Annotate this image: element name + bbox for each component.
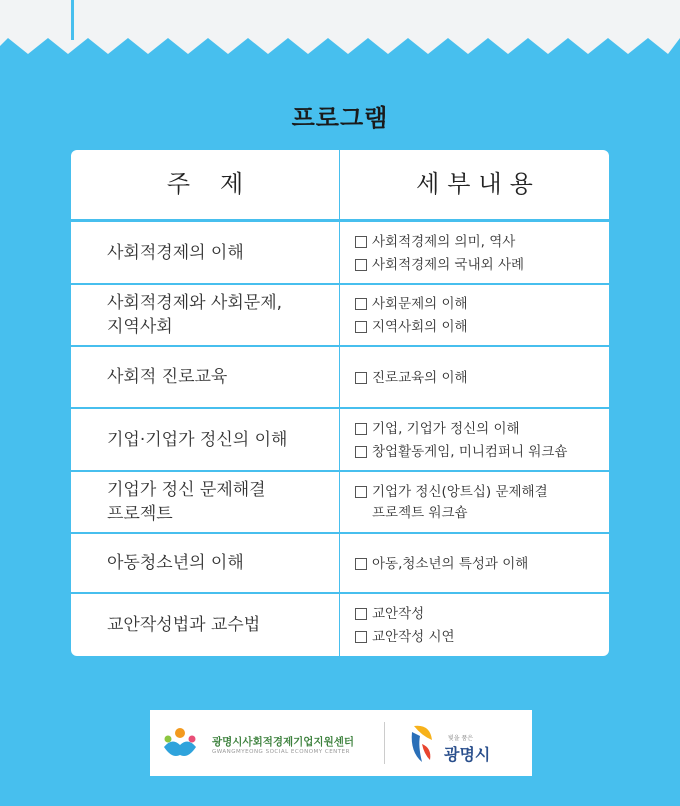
- row-details: [355, 409, 605, 470]
- table-row: [71, 534, 609, 594]
- table-row: [71, 222, 609, 285]
- checkbox-icon: [355, 372, 367, 384]
- detail-item: 교안작성 시연: [355, 625, 605, 648]
- table-row: [71, 472, 609, 534]
- detail-item: 지역사회의 이해: [355, 315, 605, 338]
- checkbox-icon: [355, 236, 367, 248]
- table-row: [71, 285, 609, 347]
- detail-item: 교안작성: [355, 602, 605, 625]
- page-title: 프로그램: [291, 104, 389, 132]
- row-details: [355, 347, 605, 407]
- row-details: [355, 222, 605, 283]
- row-details: [355, 285, 605, 345]
- gwangmyeong-city-logo-icon: [408, 722, 436, 764]
- checkbox-icon: [355, 321, 367, 333]
- row-details: [355, 594, 605, 656]
- row-topic: 아동청소년의 이해: [107, 553, 244, 573]
- checkbox-icon: [355, 259, 367, 271]
- org-name: 광명시사회적경제기업지원센터: [212, 736, 355, 748]
- org-name-en: GWANGMYEONG SOCIAL ECONOMY CENTER: [212, 749, 350, 755]
- row-topic: 사회적 진로교육: [107, 367, 228, 387]
- table-header: [71, 150, 609, 222]
- table-row: [71, 594, 609, 656]
- checkbox-icon: [355, 631, 367, 643]
- checkbox-icon: [355, 558, 367, 570]
- row-topic: 기업·기업가 정신의 이해: [107, 429, 288, 450]
- row-details: [355, 472, 605, 532]
- top-paper-band: [0, 0, 680, 36]
- detail-item: 사회적경제의 의미, 역사: [355, 230, 605, 253]
- row-topic: 기업가 정신 문제해결 프로젝트: [107, 480, 266, 524]
- detail-item: 기업, 기업가 정신의 이해: [355, 417, 605, 440]
- detail-item: 기업가 정신(앙트십) 문제해결 프로젝트 워크숍: [355, 480, 605, 524]
- program-table: [71, 150, 609, 656]
- row-topic: 사회적경제의 이해: [107, 242, 244, 263]
- top-accent-line: [71, 0, 74, 40]
- top-zigzag-edge: [0, 36, 680, 58]
- city-name: 광명시: [444, 745, 491, 764]
- header-topic: 주제: [166, 170, 274, 198]
- detail-item: 사회문제의 이해: [355, 292, 605, 315]
- header-details: 세부내용: [416, 170, 541, 198]
- checkbox-icon: [355, 298, 367, 310]
- checkbox-icon: [355, 446, 367, 458]
- city-slogan: 빛을 품은: [448, 735, 474, 742]
- detail-item: 진로교육의 이해: [355, 366, 605, 389]
- row-topic: 교안작성법과 교수법: [107, 615, 261, 635]
- checkbox-icon: [355, 608, 367, 620]
- footer-divider: [384, 722, 385, 764]
- row-topic: 사회적경제와 사회문제, 지역사회: [107, 293, 283, 337]
- table-row: [71, 409, 609, 472]
- footer-logos: [150, 710, 532, 776]
- checkbox-icon: [355, 486, 367, 498]
- checkbox-icon: [355, 423, 367, 435]
- social-economy-center-logo-icon: [160, 725, 200, 761]
- row-details: [355, 534, 605, 592]
- detail-item: 창업활동게임, 미니컴퍼니 워크숍: [355, 440, 605, 463]
- detail-item: 아동,청소년의 특성과 이해: [355, 552, 605, 575]
- detail-item: 사회적경제의 국내외 사례: [355, 253, 605, 276]
- table-row: [71, 347, 609, 409]
